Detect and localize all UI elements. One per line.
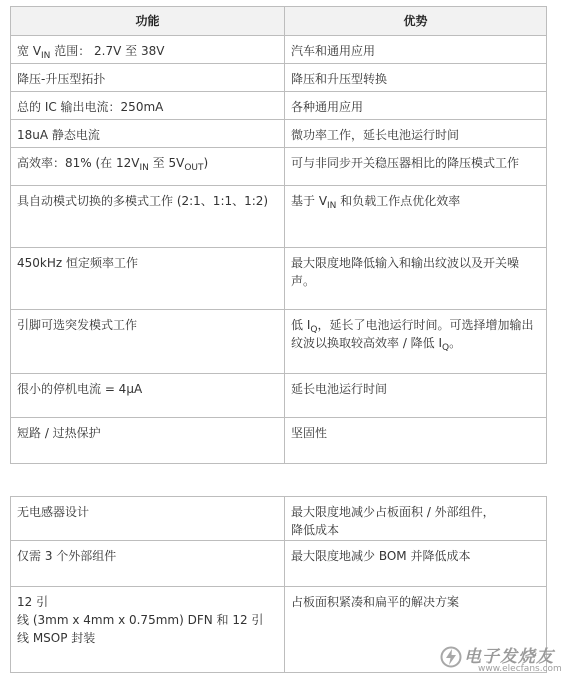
table-row bbox=[11, 148, 547, 186]
feature-cell: 引脚可选突发模式工作 bbox=[11, 310, 285, 374]
advantage-cell: 最大限度地降低输入和输出纹波以及开关噪声。 bbox=[285, 248, 547, 310]
cell-text: 宽 V bbox=[17, 44, 42, 58]
table-row bbox=[11, 541, 547, 587]
advantage-cell: 占板面积紧凑和扁平的解决方案 bbox=[285, 587, 547, 673]
subscript-text: IN bbox=[139, 163, 149, 173]
table-header-row bbox=[11, 7, 547, 36]
feature-cell: 无电感器设计 bbox=[11, 497, 285, 541]
advantage-cell: 最大限度地减少 BOM 并降低成本 bbox=[285, 541, 547, 587]
cell-text: 。 bbox=[449, 336, 462, 350]
table-row bbox=[11, 186, 547, 248]
table-row bbox=[11, 374, 547, 418]
table-row bbox=[11, 497, 547, 541]
advantage-cell: 汽车和通用应用 bbox=[285, 36, 547, 64]
header-advantage: 优势 bbox=[285, 7, 547, 36]
feature-cell: 18uA 静态电流 bbox=[11, 120, 285, 148]
advantage-cell: 降压和升压型转换 bbox=[285, 64, 547, 92]
advantage-cell: 延长电池运行时间 bbox=[285, 374, 547, 418]
advantage-cell: 最大限度地减少占板面积 / 外部组件， 降低成本 bbox=[285, 497, 547, 541]
feature-cell: 总的 IC 输出电流：250mA bbox=[11, 92, 285, 120]
feature-cell bbox=[11, 36, 285, 64]
advantage-cell bbox=[285, 186, 547, 248]
subscript-text: Q bbox=[442, 343, 450, 353]
table-row bbox=[11, 92, 547, 120]
header-feature: 功能 bbox=[11, 7, 285, 36]
elecfans-logo-icon bbox=[440, 646, 462, 668]
cell-text: ，延长了电池运行时间。可选择增加输出纹波以换取较高效率 / 降低 I bbox=[291, 318, 534, 350]
feature-cell bbox=[11, 148, 285, 186]
table-row bbox=[11, 120, 547, 148]
subscript-text: OUT bbox=[184, 163, 204, 173]
table-row bbox=[11, 418, 547, 464]
feature-cell: 降压-升压型拓扑 bbox=[11, 64, 285, 92]
feature-table-main bbox=[10, 6, 547, 464]
advantage-cell: 可与非同步开关稳压器相比的降压模式工作 bbox=[285, 148, 547, 186]
feature-cell: 12 引 线 (3mm x 4mm x 0.75mm) DFN 和 12 引 线 MSOP 封装 bbox=[11, 587, 285, 673]
advantage-cell bbox=[285, 310, 547, 374]
advantage-cell: 坚固性 bbox=[285, 418, 547, 464]
table-row bbox=[11, 36, 547, 64]
table-row bbox=[11, 248, 547, 310]
feature-cell: 很小的停机电流 = 4μA bbox=[11, 374, 285, 418]
elecfans-watermark bbox=[440, 640, 562, 676]
feature-cell: 短路 / 过热保护 bbox=[11, 418, 285, 464]
subscript-text: IN bbox=[327, 201, 337, 211]
subscript-text: IN bbox=[41, 51, 51, 61]
cell-text: 基于 V bbox=[291, 194, 328, 208]
cell-text: 低 I bbox=[291, 318, 311, 332]
subscript-text: Q bbox=[310, 325, 318, 335]
cell-text: 高效率：81% (在 12V bbox=[17, 156, 140, 170]
cell-text: 和负载工作点优化效率 bbox=[336, 194, 461, 208]
advantage-cell: 各种通用应用 bbox=[285, 92, 547, 120]
feature-cell: 450kHz 恒定频率工作 bbox=[11, 248, 285, 310]
table-row bbox=[11, 64, 547, 92]
cell-text: 至 5V bbox=[148, 156, 185, 170]
watermark-url-text: www.elecfans.com bbox=[478, 664, 562, 674]
table-row bbox=[11, 310, 547, 374]
cell-text: ) bbox=[203, 156, 209, 170]
feature-cell: 仅需 3 个外部组件 bbox=[11, 541, 285, 587]
advantage-cell: 微功率工作，延长电池运行时间 bbox=[285, 120, 547, 148]
cell-text: 范围： 2.7V 至 38V bbox=[50, 44, 165, 58]
watermark-cn-text: 电子发烧友 bbox=[464, 647, 554, 667]
feature-cell: 具自动模式切换的多模式工作 (2:1、1:1、1:2) bbox=[11, 186, 285, 248]
